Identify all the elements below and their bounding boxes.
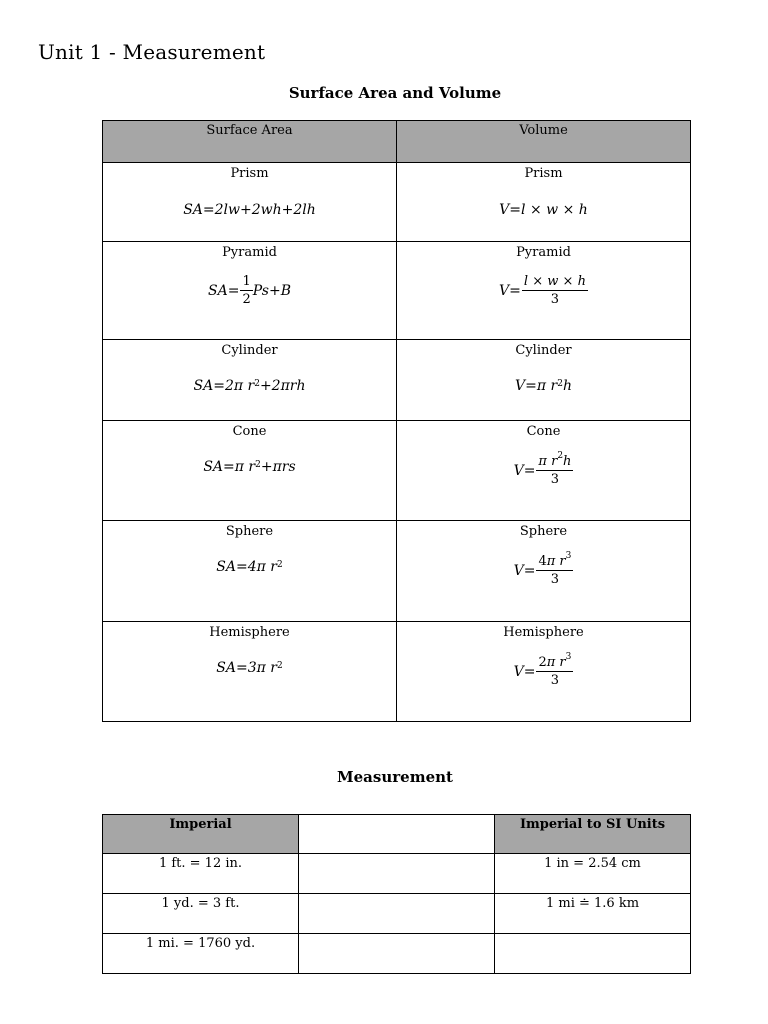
shape-name: Cone [232,424,267,439]
volume-formula-sphere: V = $\frac{4\pi r^3}{3}$ [513,550,572,587]
table-row [103,622,691,722]
shape-name: Hemisphere [209,625,290,640]
volume-formula-pyramid: V = $\frac{l \times w \times h}{3}$ [499,274,586,307]
volume-formula-cylinder: V = π r $^2$ h [515,378,572,394]
shape-name: Cone [526,424,561,439]
si-cell [495,934,691,974]
table-header-row [103,815,691,854]
si-cell: 1 in = 2.54 cm [495,854,691,894]
sa-cell-hemisphere [103,622,397,722]
shape-name: Pyramid [516,245,571,260]
sa-cell-cylinder [103,340,397,421]
shape-name: Prism [230,166,269,181]
header-volume: Volume [397,121,691,163]
blank-cell [299,934,495,974]
header-imperial-to-si: Imperial to SI Units [495,815,691,854]
sa-formula-sphere: SA = 4π r $^2$ [216,559,283,575]
sa-cell-pyramid [103,242,397,340]
volume-formula-cone: V = $\frac{\pi r^2h}{3}$ [513,450,572,487]
sa-cell-sphere [103,521,397,622]
measurement-heading: Measurement [337,768,453,786]
table-row [103,421,691,521]
imperial-cell: 1 ft. = 12 in. [103,854,299,894]
blank-cell [299,854,495,894]
shape-name: Hemisphere [503,625,584,640]
volume-cell-sphere [397,521,691,622]
sa-formula-hemisphere: SA = 3π r $^2$ [216,660,283,676]
volume-cell-cylinder [397,340,691,421]
shape-name: Prism [524,166,563,181]
table-row [103,163,691,242]
volume-formula-prism: V = l × w × h [499,202,588,218]
shape-name: Cylinder [515,343,572,358]
volume-cell-pyramid [397,242,691,340]
surface-area-volume-heading: Surface Area and Volume [288,84,502,102]
si-cell: 1 mi ≐ 1.6 km [495,894,691,934]
volume-cell-cone [397,421,691,521]
sa-formula-pyramid: SA = $\frac{1}{2}$ Ps + B [208,274,291,307]
header-blank [299,815,495,854]
volume-formula-hemisphere: V = $\frac{2\pi r^3}{3}$ [513,651,572,688]
page-title: Unit 1 - Measurement [38,40,266,64]
shape-name: Sphere [519,524,568,539]
measurement-table [102,814,691,974]
table-row [103,934,691,974]
shape-name: Cylinder [221,343,278,358]
surface-area-volume-table [102,120,691,722]
sa-cell-cone [103,421,397,521]
table-row [103,242,691,340]
sa-cell-prism [103,163,397,242]
shape-name: Pyramid [222,245,277,260]
sa-formula-prism: SA = 2lw + 2wh + 2lh [183,202,316,218]
table-row [103,340,691,421]
imperial-cell: 1 mi. = 1760 yd. [103,934,299,974]
imperial-cell: 1 yd. = 3 ft. [103,894,299,934]
volume-cell-hemisphere [397,622,691,722]
header-surface-area: Surface Area [103,121,397,163]
table-header-row [103,121,691,163]
blank-cell [299,894,495,934]
header-imperial: Imperial [103,815,299,854]
volume-cell-prism [397,163,691,242]
sa-formula-cone: SA = π r $^2$ + πrs [203,459,296,475]
table-row [103,521,691,622]
sa-formula-cylinder: SA = 2π r $^2$ + 2πrh [193,378,306,394]
shape-name: Sphere [225,524,274,539]
table-row [103,894,691,934]
table-row [103,854,691,894]
